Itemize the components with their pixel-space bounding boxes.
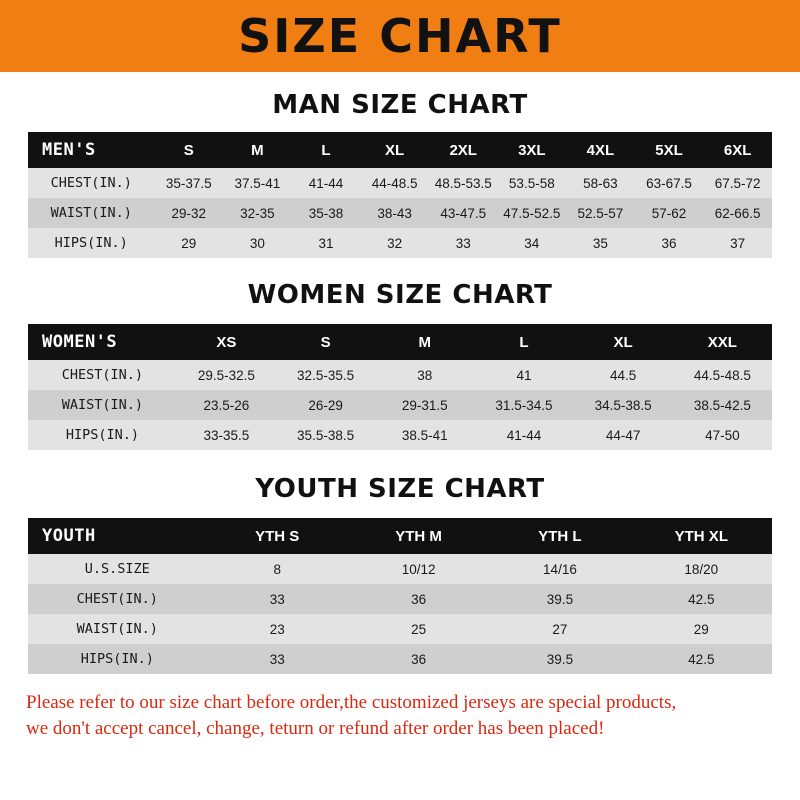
table-cell: 36: [661, 235, 677, 251]
women-table-body: [28, 360, 772, 450]
table-cell: 26-29: [308, 397, 343, 413]
table-cell: 14/16: [543, 561, 577, 577]
table-cell: 38.5-41: [401, 427, 448, 443]
table-cell: 62-66.5: [714, 205, 761, 221]
table-cell: 67.5-72: [714, 175, 761, 191]
table-cell: 32.5-35.5: [297, 367, 355, 383]
row-header: WAIST(IN.): [76, 621, 158, 637]
man-table-wrap: [0, 132, 800, 258]
table-cell: 30: [249, 235, 265, 251]
table-cell: 23.5-26: [203, 397, 250, 413]
table-cell: 8: [273, 561, 281, 577]
column-header: XXL: [707, 333, 737, 351]
table-row: [28, 420, 772, 450]
table-cell: 34.5-38.5: [594, 397, 652, 413]
column-header: XL: [385, 141, 405, 159]
table-cell: 41-44: [308, 175, 344, 191]
table-header-row: [28, 518, 772, 554]
table-cell: 63-67.5: [646, 175, 692, 191]
table-cell: 33: [455, 235, 471, 251]
row-header: WAIST(IN.): [50, 205, 132, 221]
table-cell: 44.5-48.5: [693, 367, 751, 383]
column-header: YTH M: [395, 527, 442, 545]
table-cell: 35.5-38.5: [297, 427, 355, 443]
youth-table-header: [28, 518, 772, 554]
man-size-table: [28, 132, 772, 258]
table-cell: 33-35.5: [203, 427, 250, 443]
table-cell: 57-62: [651, 205, 687, 221]
table-cell: 32: [387, 235, 403, 251]
table-cell: 41: [516, 367, 532, 383]
table-cell: 41-44: [506, 427, 542, 443]
table-cell: 32-35: [240, 205, 275, 221]
row-header: CHEST(IN.): [61, 367, 144, 383]
table-cell: 35-38: [308, 205, 344, 221]
table-cell: 47.5-52.5: [503, 205, 561, 221]
table-cell: 37.5-41: [234, 175, 281, 191]
page-title: SIZE CHART: [238, 9, 562, 63]
table-header-row: [28, 132, 772, 168]
row-header: U.S.SIZE: [84, 561, 150, 577]
table-cell: 29: [693, 621, 709, 637]
column-header: 6XL: [723, 141, 752, 159]
table-cell: 42.5: [688, 651, 715, 667]
table-cell: 36: [411, 591, 427, 607]
footer-note-line-2: we don't accept cancel, change, teturn or refund after order has been placed!: [26, 717, 605, 739]
column-header: YTH L: [538, 527, 582, 545]
table-row: [28, 554, 772, 584]
table-cell: 29-31.5: [401, 397, 448, 413]
column-header: YOUTH: [42, 526, 96, 546]
youth-size-table: [28, 518, 772, 674]
table-row: [28, 360, 772, 390]
row-header: HIPS(IN.): [54, 235, 128, 251]
column-header: YTH S: [255, 527, 300, 545]
youth-table-body: [28, 554, 772, 674]
table-cell: 58-63: [583, 175, 618, 191]
women-size-table: [28, 324, 772, 450]
column-header: L: [321, 141, 331, 159]
table-cell: 31.5-34.5: [495, 397, 553, 413]
table-cell: 31: [318, 235, 334, 251]
man-table-body: [28, 168, 772, 258]
table-cell: 34: [524, 235, 540, 251]
table-cell: 38-43: [377, 205, 412, 221]
table-cell: 48.5-53.5: [434, 175, 492, 191]
table-cell: 37: [730, 235, 746, 251]
table-cell: 36: [411, 651, 427, 667]
row-header: CHEST(IN.): [76, 591, 158, 607]
column-header: MEN'S: [42, 140, 96, 160]
table-cell: 52.5-57: [577, 205, 624, 221]
youth-section-title: YOUTH SIZE CHART: [255, 474, 545, 504]
column-header: L: [519, 333, 529, 351]
column-header: XL: [613, 333, 633, 351]
table-row: [28, 644, 772, 674]
column-header: WOMEN'S: [42, 332, 118, 352]
header-banner: [0, 0, 800, 72]
footer-note-line-1: Please refer to our size chart before order,the customized jerseys are special products,: [26, 692, 677, 713]
column-header: YTH XL: [674, 527, 728, 545]
table-cell: 47-50: [705, 427, 740, 443]
table-cell: 42.5: [688, 591, 715, 607]
table-cell: 44-47: [605, 427, 641, 443]
table-cell: 44.5: [610, 367, 637, 383]
column-header: 2XL: [449, 141, 477, 159]
table-cell: 23: [269, 621, 285, 637]
table-cell: 38.5-42.5: [693, 397, 751, 413]
column-header: M: [251, 141, 264, 159]
column-header: S: [320, 333, 331, 351]
table-cell: 33: [269, 591, 285, 607]
table-cell: 38: [417, 367, 433, 383]
youth-table-wrap: [0, 518, 800, 674]
column-header: 3XL: [518, 141, 546, 159]
table-cell: 29: [181, 235, 197, 251]
column-header: 4XL: [586, 141, 615, 159]
table-cell: 10/12: [401, 561, 436, 577]
table-header-row: [28, 324, 772, 360]
women-table-header: [28, 324, 772, 360]
table-cell: 35: [592, 235, 608, 251]
table-cell: 53.5-58: [508, 175, 555, 191]
table-cell: 33: [269, 651, 285, 667]
women-table-wrap: [0, 324, 800, 450]
row-header: HIPS(IN.): [80, 651, 154, 667]
table-cell: 18/20: [684, 561, 719, 577]
table-row: [28, 198, 772, 228]
man-section-title: MAN SIZE CHART: [272, 90, 528, 120]
table-cell: 27: [552, 621, 568, 637]
man-table-header: [28, 132, 772, 168]
table-row: [28, 168, 772, 198]
table-cell: 29-32: [171, 205, 207, 221]
table-row: [28, 584, 772, 614]
table-cell: 35-37.5: [165, 175, 212, 191]
table-row: [28, 228, 772, 258]
table-cell: 39.5: [546, 651, 574, 667]
table-cell: 44-48.5: [371, 175, 418, 191]
table-cell: 29.5-32.5: [197, 367, 255, 383]
column-header: XS: [216, 333, 237, 351]
table-cell: 43-47.5: [440, 205, 487, 221]
footer-note: [0, 690, 800, 741]
table-cell: 25: [411, 621, 427, 637]
women-section-title: WOMEN SIZE CHART: [247, 280, 553, 310]
row-header: HIPS(IN.): [65, 427, 139, 443]
column-header: M: [418, 333, 432, 351]
column-header: 5XL: [655, 141, 683, 159]
table-cell: 39.5: [546, 591, 574, 607]
row-header: CHEST(IN.): [50, 175, 132, 191]
table-row: [28, 390, 772, 420]
column-header: S: [183, 141, 194, 159]
table-row: [28, 614, 772, 644]
row-header: WAIST(IN.): [61, 397, 144, 413]
